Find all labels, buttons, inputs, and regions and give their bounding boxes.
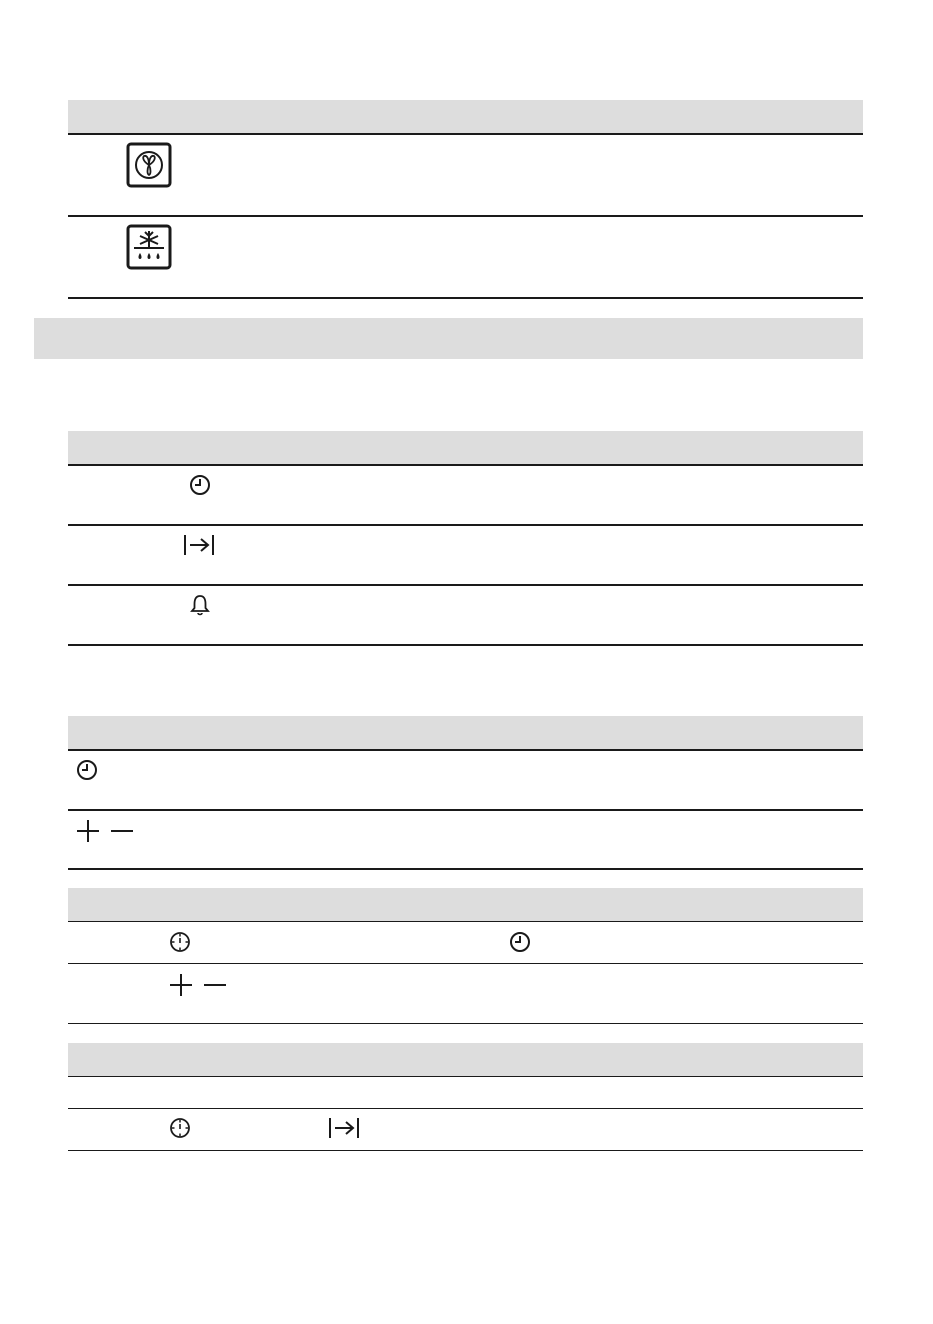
minus-icon [109,818,135,844]
modes-table-header [68,100,863,133]
steps-table-2-header-rule [68,1076,863,1077]
clock-icon [76,759,98,781]
clock-flashing-icon [169,931,191,953]
steps-table-1-header-rule [68,921,863,922]
end-arrow-icon [328,1116,360,1140]
end-arrow-icon [183,533,215,557]
snowflake-drops-in-square-icon [126,224,172,270]
clock-icon [509,931,531,953]
clock-functions-table-header-rule [68,464,863,466]
minus-icon [202,972,228,998]
bell-icon [189,593,211,617]
clock-functions-table-header [68,431,863,464]
row-divider [68,215,863,217]
plus-icon [168,972,194,998]
plus-icon [75,818,101,844]
row-divider [68,524,863,526]
row-divider [68,868,863,870]
row-divider [68,1108,863,1109]
steps-table-2-header [68,1043,863,1076]
fan-in-square-icon [126,142,172,188]
clock-icon [189,474,211,496]
clock-flashing-icon [169,1117,191,1139]
buttons-table-header [68,716,863,749]
section-heading-band [34,318,863,359]
row-divider [68,584,863,586]
modes-table-header-rule [68,133,863,135]
row-divider [68,809,863,811]
buttons-table-header-rule [68,749,863,751]
row-divider [68,644,863,646]
row-divider [68,297,863,299]
row-divider [68,1023,863,1024]
steps-table-1-header [68,888,863,921]
row-divider [68,963,863,964]
row-divider [68,1150,863,1151]
